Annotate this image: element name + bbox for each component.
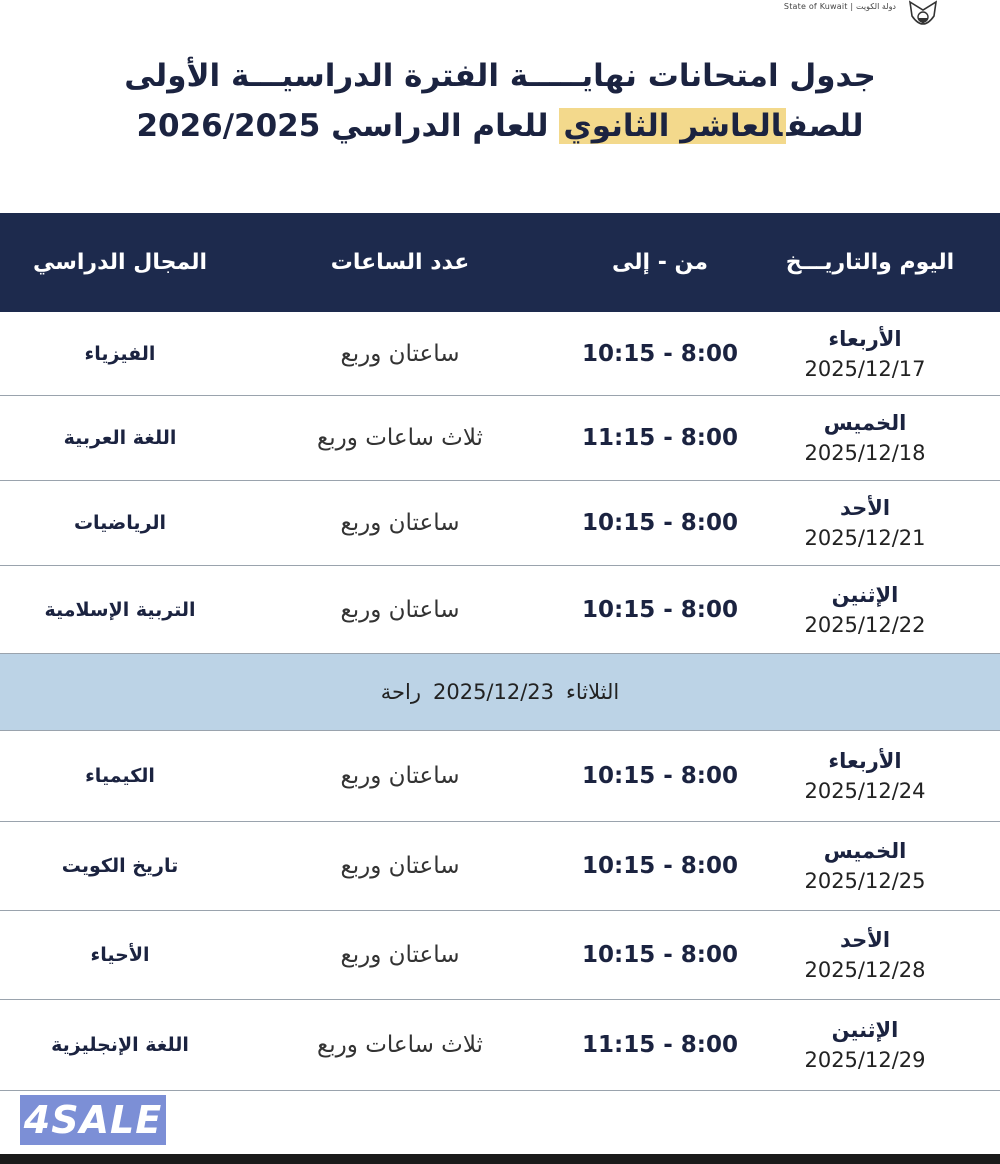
subject-cell: اللغة الإنجليزية	[51, 1034, 189, 1056]
exam-date: 2025/12/28	[804, 958, 926, 982]
subject-cell: التربية الإسلامية	[44, 598, 196, 621]
title-line-2	[0, 100, 1000, 152]
kuwait-emblem-icon	[906, 0, 940, 32]
header-time: من - إلى	[612, 250, 708, 275]
table-row	[0, 312, 1000, 396]
watermark-logo: 4SALE	[20, 1095, 166, 1145]
hours-cell: ثلاث ساعات وربع	[317, 1032, 483, 1058]
time-cell: 10:15 - 8:00	[582, 853, 738, 879]
time-cell: 10:15 - 8:00	[582, 763, 738, 789]
day-date-cell	[760, 746, 1000, 806]
rest-date: 2025/12/23	[432, 680, 555, 704]
hours-cell: ساعتان وربع	[340, 942, 460, 968]
day-name: الأحد	[839, 928, 891, 952]
page-title	[0, 52, 1000, 152]
day-date-cell	[760, 493, 1000, 553]
table-row	[0, 1000, 1000, 1091]
day-date-cell	[760, 324, 1000, 384]
day-name: الخميس	[823, 839, 907, 863]
exam-schedule-table	[0, 213, 1000, 1091]
time-cell: 11:15 - 8:00	[582, 1032, 738, 1058]
top-header	[784, 0, 940, 36]
header-subject: المجال الدراسي	[32, 250, 208, 275]
table-row	[0, 731, 1000, 822]
time-cell: 10:15 - 8:00	[582, 942, 738, 968]
header-hours: عدد الساعات	[330, 250, 470, 275]
hours-cell: ساعتان وربع	[340, 596, 460, 623]
rows-group-a	[0, 312, 1000, 654]
hours-cell: ساعتان وربع	[340, 510, 460, 536]
rest-day: الثلاثاء	[566, 680, 620, 704]
exam-date: 2025/12/29	[804, 1048, 926, 1072]
table-row	[0, 822, 1000, 911]
exam-date: 2025/12/21	[804, 526, 926, 550]
day-date-cell	[760, 580, 1000, 640]
title-suffix: للعام الدراسي 2026/2025	[136, 108, 549, 144]
header-day-date: اليوم والتاريـــخ	[785, 249, 955, 275]
exam-date: 2025/12/22	[804, 612, 926, 637]
day-name: الأربعاء	[828, 326, 902, 351]
title-line-1: جدول امتحانات نهايـــــة الفترة الدراسيـــة الأولى	[124, 58, 876, 94]
bottom-bar	[0, 1154, 1000, 1164]
day-name: الأحد	[839, 496, 891, 520]
hours-cell: ساعتان وربع	[340, 853, 460, 879]
exam-date: 2025/12/25	[804, 869, 926, 893]
rest-label: راحة	[380, 680, 421, 704]
state-label: State of Kuwait | دولة الكويت	[783, 2, 896, 11]
table-row	[0, 396, 1000, 481]
hours-cell: ساعتان وربع	[340, 763, 460, 789]
exam-date: 2025/12/24	[804, 779, 926, 803]
exam-date: 2025/12/17	[804, 356, 926, 381]
hours-cell: ساعتان وربع	[340, 340, 460, 367]
day-date-cell	[760, 836, 1000, 896]
title-highlight: العاشر الثانوي	[559, 108, 786, 144]
subject-cell: اللغة العربية	[63, 427, 177, 449]
subject-cell: الكيمياء	[85, 765, 155, 787]
table-header	[0, 213, 1000, 312]
hours-cell: ثلاث ساعات وربع	[317, 425, 483, 451]
time-cell: 10:15 - 8:00	[582, 510, 738, 536]
subject-cell: الفيزياء	[84, 342, 156, 365]
rest-row	[0, 654, 1000, 731]
title-prefix: للصف	[786, 108, 864, 144]
time-cell: 10:15 - 8:00	[582, 340, 738, 367]
rows-group-b	[0, 731, 1000, 1091]
day-date-cell	[760, 408, 1000, 468]
day-date-cell	[760, 925, 1000, 985]
table-row	[0, 566, 1000, 654]
subject-cell: تاريخ الكويت	[61, 855, 179, 877]
day-name: الإثنين	[831, 582, 899, 607]
day-name: الإثنين	[831, 1018, 899, 1042]
day-date-cell	[760, 1015, 1000, 1075]
day-name: الأربعاء	[828, 749, 902, 773]
subject-cell: الأحياء	[90, 944, 150, 966]
time-cell: 11:15 - 8:00	[582, 425, 738, 451]
exam-date: 2025/12/18	[804, 441, 926, 465]
time-cell: 10:15 - 8:00	[582, 596, 738, 623]
table-row	[0, 481, 1000, 566]
table-row	[0, 911, 1000, 1000]
day-name: الخميس	[823, 411, 907, 435]
subject-cell: الرياضيات	[73, 512, 167, 534]
